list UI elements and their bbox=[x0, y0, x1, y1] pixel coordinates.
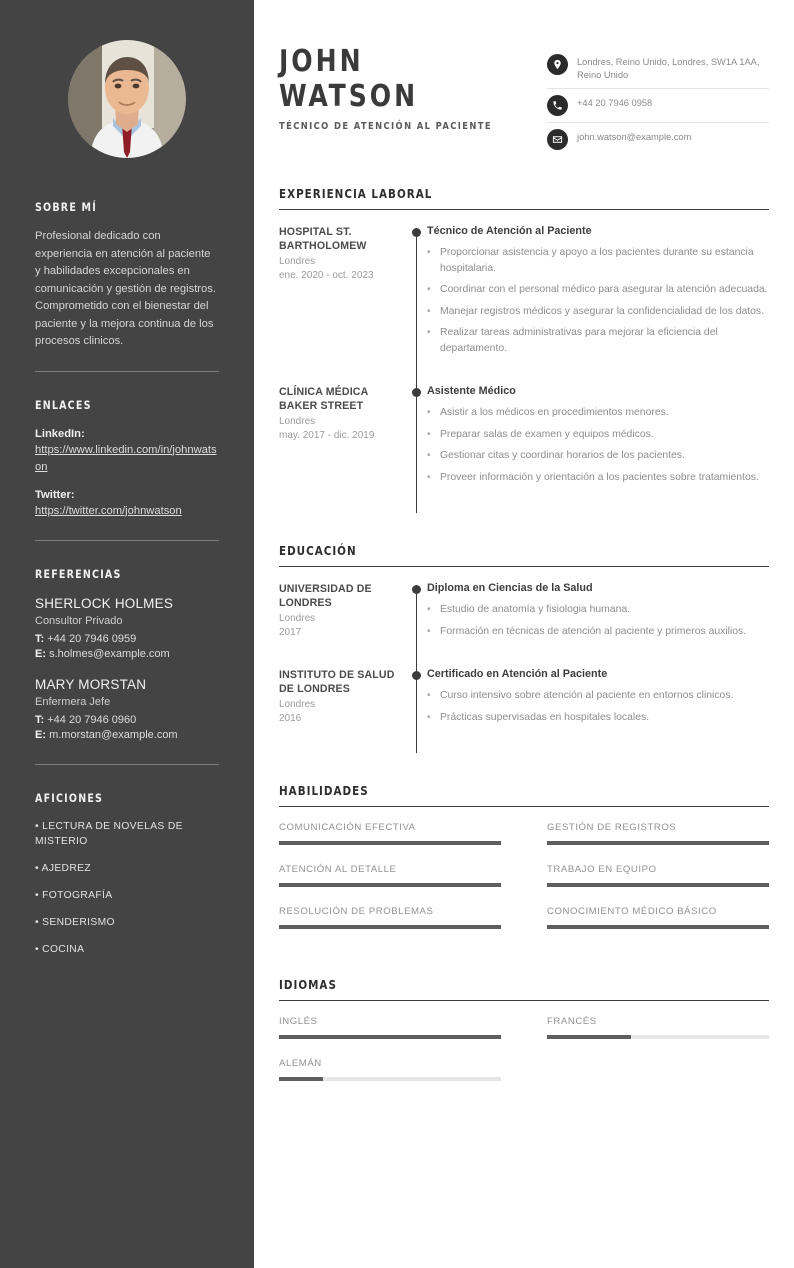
skill-item bbox=[547, 905, 769, 929]
timeline-line bbox=[416, 235, 417, 398]
language-bar-track bbox=[547, 1035, 769, 1039]
degree-title: Certificado en Atención al Paciente bbox=[427, 668, 608, 680]
bullet-dot-icon: • bbox=[427, 711, 431, 723]
language-bar-fill bbox=[279, 1077, 323, 1081]
references-section bbox=[35, 567, 219, 765]
hobbies-section bbox=[35, 791, 219, 957]
entry-details bbox=[427, 384, 769, 513]
bullet-item bbox=[427, 245, 769, 276]
skill-label: CONOCIMIENTO MÉDICO BÁSICO bbox=[547, 906, 717, 917]
bullet-text: Realizar tareas administrativas para mejorar la eficiencia del departamento. bbox=[440, 327, 718, 354]
hobbies-heading: AFICIONES bbox=[35, 790, 104, 805]
reference-email-label: E: bbox=[35, 648, 46, 660]
experience-section bbox=[279, 186, 769, 513]
reference-name: MARY MORSTAN bbox=[35, 676, 147, 692]
reference-email-line bbox=[35, 647, 219, 663]
timeline-line bbox=[416, 395, 417, 513]
bullet-dot-icon: • bbox=[427, 471, 431, 483]
reference-phone-line bbox=[35, 632, 219, 648]
section-rule bbox=[279, 806, 769, 807]
divider bbox=[35, 540, 219, 541]
location-pin-icon bbox=[547, 54, 568, 75]
skill-item bbox=[279, 905, 501, 929]
link-label: LinkedIn: bbox=[35, 427, 85, 440]
job-role-subtitle: TÉCNICO DE ATENCIÓN AL PACIENTE bbox=[279, 121, 492, 132]
reference-phone-label: T: bbox=[35, 713, 45, 726]
languages-section bbox=[279, 977, 769, 1099]
profile-photo-illustration bbox=[68, 40, 186, 158]
skill-bar-fill bbox=[279, 883, 501, 887]
skill-item bbox=[279, 821, 501, 845]
bullet-item bbox=[427, 282, 769, 298]
skill-bar-fill bbox=[279, 925, 501, 929]
timeline-marker bbox=[407, 581, 427, 667]
skill-label: RESOLUCIÓN DE PROBLEMAS bbox=[279, 906, 434, 917]
timeline-line bbox=[416, 678, 417, 753]
link-label: Twitter: bbox=[35, 488, 75, 501]
skills-section bbox=[279, 783, 769, 947]
education-entry bbox=[279, 581, 769, 667]
entry-details bbox=[427, 667, 769, 753]
reference-phone-line bbox=[35, 713, 219, 729]
entry-dates: 2016 bbox=[279, 713, 302, 724]
identity-block bbox=[279, 44, 508, 132]
language-item bbox=[547, 1015, 769, 1039]
language-label: FRANCÉS bbox=[547, 1016, 597, 1027]
reference-item bbox=[35, 595, 219, 663]
bullet-text: Manejar registros médicos y asegurar la confidencialidad de los datos. bbox=[440, 305, 765, 317]
skill-bar-fill bbox=[547, 925, 769, 929]
skill-label: COMUNICACIÓN EFECTIVA bbox=[279, 822, 416, 833]
bullet-text: Estudio de anatomía y fisiologia humana. bbox=[440, 604, 631, 615]
section-rule bbox=[279, 1000, 769, 1001]
resume-header bbox=[279, 44, 769, 156]
contact-phone bbox=[547, 89, 769, 123]
references-heading: REFERENCIAS bbox=[35, 566, 122, 581]
skills-grid bbox=[279, 821, 769, 947]
hobby-item: • COCINA bbox=[35, 943, 85, 955]
hobby-item: • SENDERISMO bbox=[35, 916, 115, 928]
bullet-dot-icon: • bbox=[427, 428, 431, 440]
entry-dates: 2017 bbox=[279, 627, 302, 638]
reference-name: SHERLOCK HOLMES bbox=[35, 595, 174, 611]
institution-location: Londres bbox=[279, 613, 316, 624]
bullet-text: Prácticas supervisadas en hospitales locales. bbox=[440, 711, 650, 723]
skill-item bbox=[547, 863, 769, 887]
position-title: Técnico de Atención al Paciente bbox=[427, 225, 592, 237]
skill-label: GESTIÓN DE REGISTROS bbox=[547, 822, 677, 833]
skill-bar-fill bbox=[547, 883, 769, 887]
bullet-item bbox=[427, 688, 769, 704]
phone-icon bbox=[547, 95, 568, 116]
bullet-dot-icon: • bbox=[427, 327, 431, 338]
experience-entry bbox=[279, 384, 769, 513]
reference-email: m.morstan@example.com bbox=[49, 729, 178, 741]
section-rule bbox=[279, 566, 769, 567]
experience-entry bbox=[279, 224, 769, 384]
bullet-item bbox=[427, 470, 769, 486]
bullet-dot-icon: • bbox=[427, 305, 431, 317]
avatar-container bbox=[35, 0, 219, 158]
bullet-dot-icon: • bbox=[427, 604, 431, 615]
bullet-dot-icon: • bbox=[427, 284, 431, 295]
bullet-text: Preparar salas de examen y equipos médicos. bbox=[440, 428, 654, 440]
skill-bar-fill bbox=[547, 841, 769, 845]
reference-phone: +44 20 7946 0959 bbox=[47, 632, 137, 645]
links-section bbox=[35, 398, 219, 541]
address-text: Londres, Reino Unido, Londres, SW1A 1AA, Reino Unido bbox=[577, 57, 760, 80]
bullet-item bbox=[427, 325, 769, 356]
entry-details bbox=[427, 581, 769, 667]
entry-meta bbox=[279, 667, 407, 753]
entry-meta bbox=[279, 384, 407, 513]
timeline-marker bbox=[407, 384, 427, 513]
bullet-text: Gestionar citas y coordinar horarios de los pacientes. bbox=[440, 450, 685, 461]
hobby-item: • FOTOGRAFÍA bbox=[35, 889, 113, 901]
timeline-marker bbox=[407, 667, 427, 753]
link-url-linkedin[interactable]: https://www.linkedin.com/in/johnwatson bbox=[35, 443, 217, 473]
entry-dates: may. 2017 - dic. 2019 bbox=[279, 430, 375, 441]
entry-details bbox=[427, 224, 769, 384]
institution-name: INSTITUTO DE SALUD DE LONDRES bbox=[279, 669, 395, 695]
entry-meta bbox=[279, 581, 407, 667]
bullet-item bbox=[427, 624, 769, 640]
bullet-dot-icon: • bbox=[427, 625, 431, 637]
skills-heading: HABILIDADES bbox=[279, 783, 369, 798]
education-section bbox=[279, 543, 769, 753]
experience-heading: EXPERIENCIA LABORAL bbox=[279, 186, 433, 201]
bullet-item bbox=[427, 710, 769, 726]
contact-address bbox=[547, 48, 769, 89]
hobby-item: • AJEDREZ bbox=[35, 862, 91, 874]
reference-phone: +44 20 7946 0960 bbox=[47, 713, 137, 726]
languages-grid bbox=[279, 1015, 769, 1099]
first-name: JOHN bbox=[279, 44, 364, 79]
skill-label: ATENCIÓN AL DETALLE bbox=[279, 864, 397, 875]
reference-phone-label: T: bbox=[35, 632, 45, 645]
skill-bar-track bbox=[547, 925, 769, 929]
bullet-item bbox=[427, 427, 769, 443]
skill-bar-track bbox=[279, 883, 501, 887]
language-item bbox=[279, 1015, 501, 1039]
skill-item bbox=[547, 821, 769, 845]
education-heading: EDUCACIÓN bbox=[279, 543, 357, 558]
links-heading: ENLACES bbox=[35, 397, 92, 412]
bullet-item bbox=[427, 602, 769, 618]
divider bbox=[35, 764, 219, 765]
skill-bar-track bbox=[279, 841, 501, 845]
about-heading: SOBRE MÍ bbox=[35, 200, 97, 214]
bullet-item bbox=[427, 405, 769, 421]
skill-bar-track bbox=[547, 883, 769, 887]
bullet-text: Formación en técnicas de atención al paciente y primeros auxilios. bbox=[440, 625, 747, 637]
bullet-dot-icon: • bbox=[427, 690, 431, 701]
language-bar-fill bbox=[279, 1035, 501, 1039]
institution-name: UNIVERSIDAD DE LONDRES bbox=[279, 583, 372, 609]
last-name: WATSON bbox=[279, 79, 419, 114]
about-section bbox=[35, 200, 219, 372]
language-bar-fill bbox=[547, 1035, 631, 1039]
institution-location: Londres bbox=[279, 699, 316, 710]
phone-text: +44 20 7946 0958 bbox=[577, 98, 653, 108]
language-label: ALEMÁN bbox=[279, 1058, 322, 1069]
language-label: INGLÉS bbox=[279, 1016, 318, 1027]
entry-meta bbox=[279, 224, 407, 384]
language-item bbox=[279, 1057, 501, 1081]
reference-role: Enfermera Jefe bbox=[35, 695, 111, 708]
bullet-dot-icon: • bbox=[427, 450, 431, 461]
reference-item bbox=[35, 676, 219, 744]
main-content bbox=[254, 0, 794, 1268]
bullet-item bbox=[427, 448, 769, 464]
bullet-text: Proporcionar asistencia y apoyo a los pacientes durante su estancia hospitalaria. bbox=[440, 247, 754, 274]
sidebar bbox=[0, 0, 254, 1268]
degree-title: Diploma en Ciencias de la Salud bbox=[427, 582, 593, 594]
divider bbox=[35, 371, 219, 372]
skill-label: TRABAJO EN EQUIPO bbox=[547, 864, 657, 875]
skill-bar-fill bbox=[279, 841, 501, 845]
entry-dates: ene. 2020 - oct. 2023 bbox=[279, 270, 374, 281]
organization-name: CLÍNICA MÉDICA BAKER STREET bbox=[279, 386, 369, 412]
bullet-item bbox=[427, 304, 769, 320]
skill-bar-track bbox=[547, 841, 769, 845]
organization-location: Londres bbox=[279, 256, 316, 267]
skill-bar-track bbox=[279, 925, 501, 929]
bullet-text: Coordinar con el personal médico para asegurar la atención adecuada. bbox=[440, 284, 768, 295]
skill-item bbox=[279, 863, 501, 887]
reference-email-line bbox=[35, 728, 219, 744]
envelope-icon bbox=[547, 129, 568, 150]
section-rule bbox=[279, 209, 769, 210]
about-text: Profesional dedicado con experiencia en atención al paciente y habilidades excepcionales en comunicación y gestión de registros. Comprometido con el bienestar del paciente y la mejora continua de los procesos clinicos. bbox=[35, 230, 216, 347]
timeline-marker bbox=[407, 224, 427, 384]
education-entry bbox=[279, 667, 769, 753]
bullet-dot-icon: • bbox=[427, 247, 431, 258]
position-title: Asistente Médico bbox=[427, 385, 516, 397]
bullet-text: Proveer información y orientación a los pacientes sobre tratamientos. bbox=[440, 471, 759, 483]
bullet-dot-icon: • bbox=[427, 407, 431, 418]
contact-list bbox=[547, 48, 769, 156]
link-url-twitter[interactable]: https://twitter.com/johnwatson bbox=[35, 504, 182, 517]
link-item-linkedin bbox=[35, 426, 219, 476]
organization-location: Londres bbox=[279, 416, 316, 427]
bullet-text: Asistir a los médicos en procedimientos menores. bbox=[440, 407, 669, 418]
contact-email bbox=[547, 123, 769, 156]
avatar bbox=[68, 40, 186, 158]
link-item-twitter bbox=[35, 487, 219, 520]
languages-heading: IDIOMAS bbox=[279, 977, 337, 992]
email-text: john.watson@example.com bbox=[577, 132, 692, 142]
language-bar-track bbox=[279, 1077, 501, 1081]
hobby-item: • LECTURA DE NOVELAS DE MISTERIO bbox=[35, 820, 183, 847]
language-bar-track bbox=[279, 1035, 501, 1039]
bullet-text: Curso intensivo sobre atención al paciente en entornos clinicos. bbox=[440, 690, 734, 701]
reference-email-label: E: bbox=[35, 729, 46, 741]
reference-email: s.holmes@example.com bbox=[49, 648, 170, 660]
organization-name: HOSPITAL ST. BARTHOLOMEW bbox=[279, 226, 367, 252]
reference-role: Consultor Privado bbox=[35, 614, 123, 627]
